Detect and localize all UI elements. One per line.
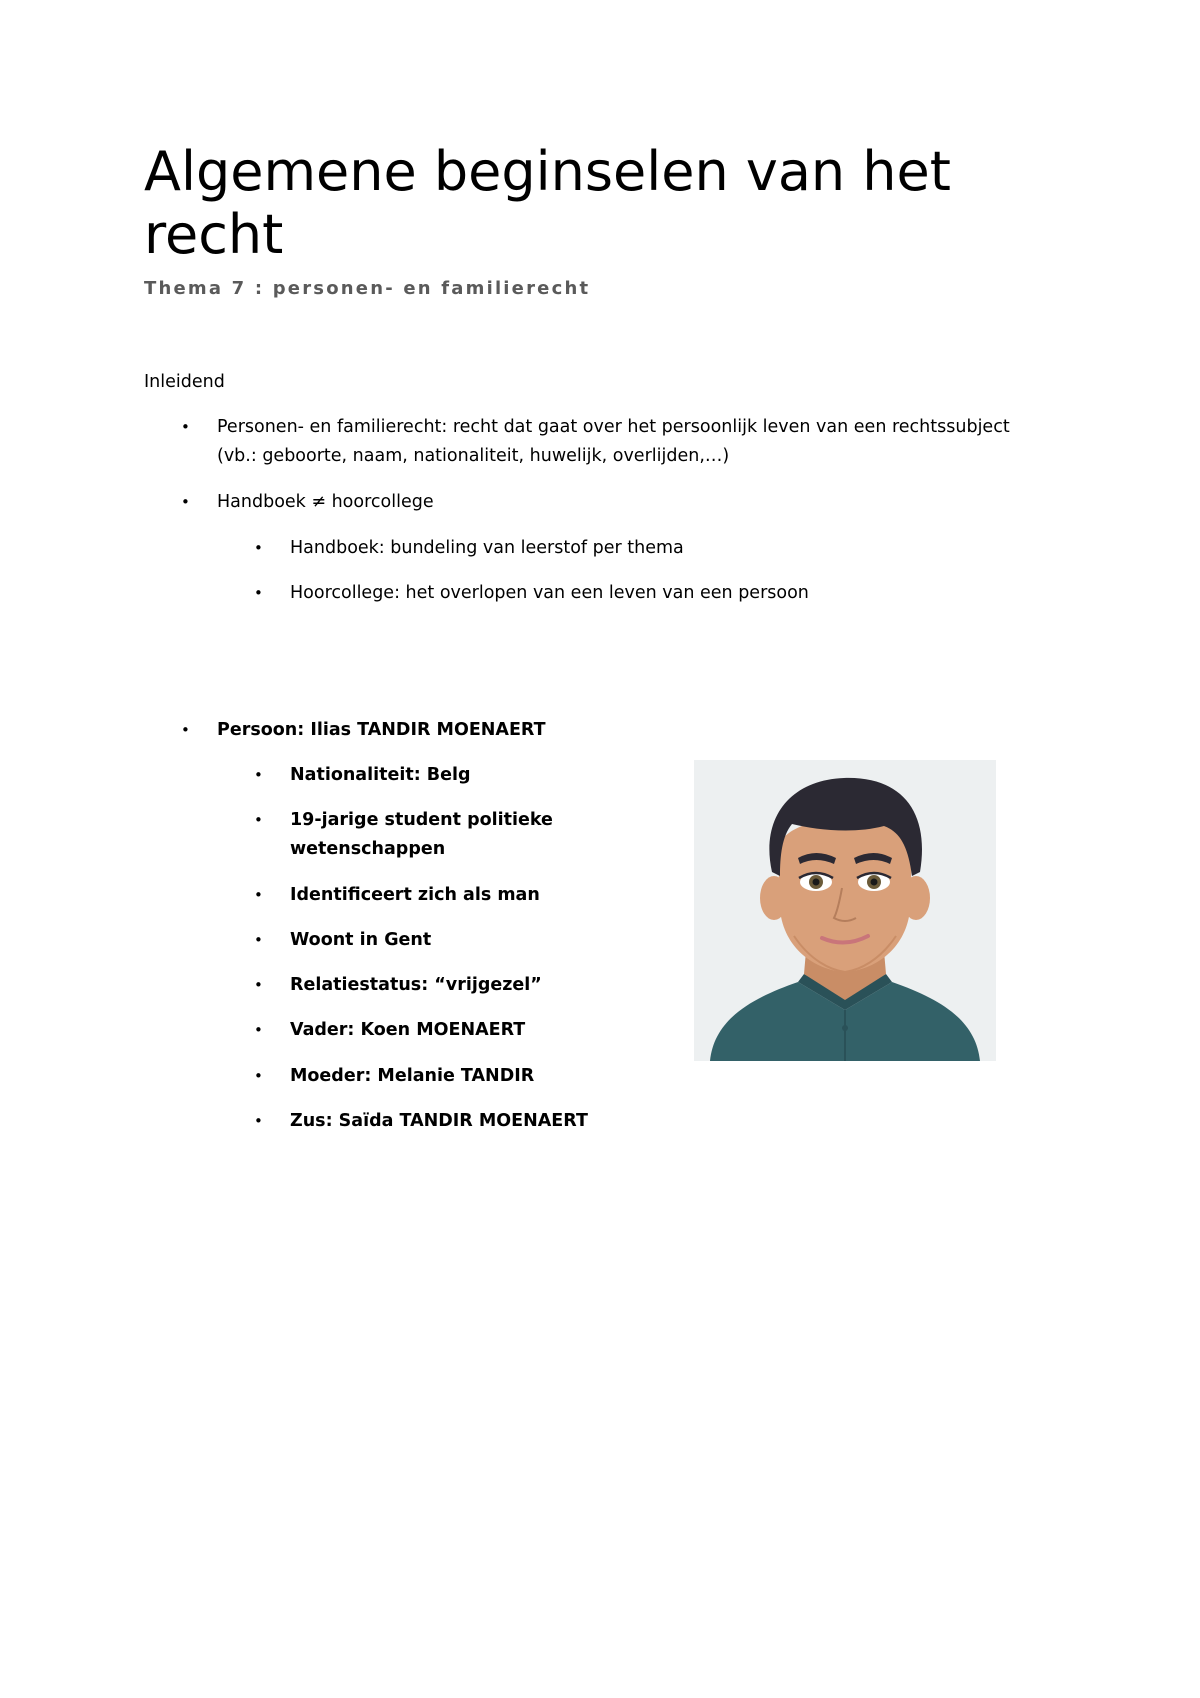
list-item-persoon: Persoon: Ilias TANDIR MOENAERT: [217, 720, 546, 740]
bullet-icon: •: [254, 539, 263, 557]
document-title: [144, 140, 1024, 266]
list-item-intro-1-line-2: (vb.: geboorte, naam, nationaliteit, huwelijk, overlijden,…): [217, 446, 730, 466]
bullet-icon: •: [254, 886, 263, 904]
title-line-2: recht: [144, 203, 284, 266]
list-subitem-hoorcollege: Hoorcollege: het overlopen van een leven van een persoon: [290, 583, 809, 603]
list-item-intro-1-line-1: Personen- en familierecht: recht dat gaat over het persoonlijk leven van een rechtssubject: [217, 417, 1010, 437]
fact-student-line-1: 19-jarige student politieke: [290, 810, 553, 830]
fact-student-line-2: wetenschappen: [290, 839, 446, 859]
bullet-icon: •: [254, 976, 263, 994]
fact-vader: Vader: Koen MOENAERT: [290, 1020, 526, 1040]
bullet-icon: •: [181, 721, 190, 739]
bullet-icon: •: [254, 1112, 263, 1130]
avatar-icon: [694, 760, 996, 1061]
bullet-icon: •: [254, 584, 263, 602]
bullet-icon: •: [254, 1067, 263, 1085]
fact-nationaliteit: Nationaliteit: Belg: [290, 765, 471, 785]
fact-zus: Zus: Saïda TANDIR MOENAERT: [290, 1111, 588, 1131]
bullet-icon: •: [181, 493, 190, 511]
bullet-icon: •: [254, 931, 263, 949]
bullet-icon: •: [254, 811, 263, 829]
document-subtitle: Thema 7 : personen- en familierecht: [144, 278, 591, 299]
bullet-icon: •: [181, 418, 190, 436]
section-heading-inleidend: Inleidend: [144, 372, 225, 392]
list-item-intro-2: Handboek ≠ hoorcollege: [217, 492, 434, 512]
fact-woonplaats: Woont in Gent: [290, 930, 432, 950]
bullet-icon: •: [254, 766, 263, 784]
title-line-1: Algemene beginselen van het: [144, 140, 951, 203]
person-avatar-illustration: [694, 760, 996, 1061]
bullet-icon: •: [254, 1021, 263, 1039]
fact-gender: Identificeert zich als man: [290, 885, 540, 905]
fact-relatiestatus: Relatiestatus: “vrijgezel”: [290, 975, 542, 995]
list-subitem-handboek: Handboek: bundeling van leerstof per thema: [290, 538, 684, 558]
fact-moeder: Moeder: Melanie TANDIR: [290, 1066, 535, 1086]
